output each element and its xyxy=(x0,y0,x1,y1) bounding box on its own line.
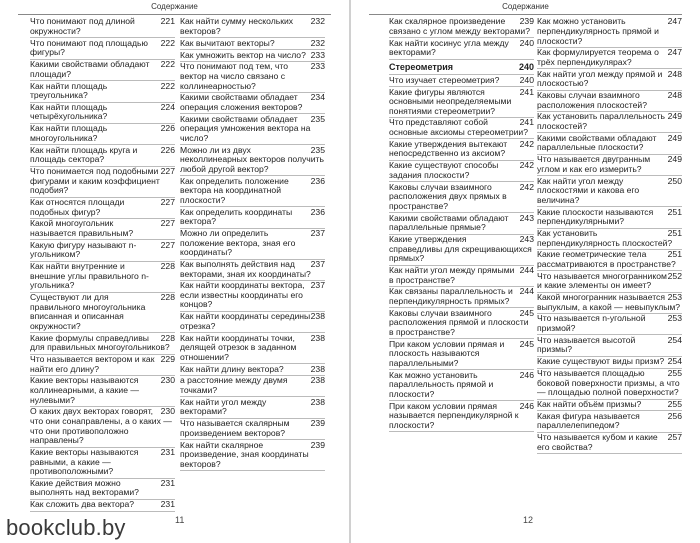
left-page-number: 11 xyxy=(175,515,185,525)
toc-column-1 xyxy=(30,17,175,512)
toc-page-number: 239 xyxy=(519,16,534,27)
right-page-number: 12 xyxy=(523,515,534,525)
toc-entry-text: Как найти угол между прямыми в пространстве? xyxy=(389,264,515,285)
toc-entry-text: Какой многогранник называется выпуклым, а какой — невыпуклым? xyxy=(537,292,681,312)
toc-entry-text: Каковы случаи взаимного расположения прямой и плоскости в пространстве? xyxy=(389,307,529,337)
toc-entry xyxy=(537,91,682,112)
toc-entry xyxy=(537,229,682,250)
toc-entry xyxy=(537,155,682,176)
toc-entry-text: Что изучает стереометрия? xyxy=(389,74,500,85)
toc-entry xyxy=(537,314,682,335)
toc-page-number: 226 xyxy=(160,123,175,134)
toc-entry-text: Как найти объём призмы? xyxy=(537,398,642,409)
toc-page-number: 232 xyxy=(310,16,325,27)
toc-page-number: 240 xyxy=(519,37,534,48)
toc-entry-text: Как найти координаты середины отрезка? xyxy=(180,311,311,331)
toc-entry xyxy=(537,48,682,69)
toc-entry xyxy=(389,401,534,432)
toc-entry-text: Как выполнять действия над векторами, зная их координаты? xyxy=(180,258,311,279)
toc-entry xyxy=(30,81,175,102)
toc-entry xyxy=(537,400,682,412)
toc-entry xyxy=(389,38,534,59)
toc-entry-text: Что называется многогранником и какие элементы он имеет? xyxy=(537,270,667,291)
toc-entry-text: Стереометрия xyxy=(389,61,454,72)
toc-entry xyxy=(180,260,325,281)
toc-page-number: 253 xyxy=(667,292,682,303)
toc-page-number: 253 xyxy=(667,313,682,324)
toc-page-number: 231 xyxy=(160,499,175,510)
toc-entry-text: Что называется двугранным углом и как его измерить? xyxy=(537,154,651,174)
toc-entry-text: Как найти внутренние и внешние углы правильного n-угольника? xyxy=(30,261,149,291)
toc-page-number: 245 xyxy=(519,307,534,318)
toc-column-4 xyxy=(537,17,682,454)
toc-entry-text: Как связаны параллельность и перпендикулярность прямых? xyxy=(389,286,513,306)
toc-page-number: 255 xyxy=(667,398,682,409)
toc-entry xyxy=(389,308,534,339)
toc-entry-text: Что называется вектором и как найти его длину? xyxy=(30,354,155,374)
toc-entry xyxy=(537,69,682,90)
toc-entry-text: Какие плоскости называются перпендикулярными? xyxy=(537,206,654,227)
toc-entry-text: Как найти площадь круга и площадь сектора? xyxy=(30,144,138,165)
toc-entry-text: Какую фигуру называют n-угольником? xyxy=(30,239,137,260)
toc-entry xyxy=(537,271,682,292)
toc-page-number: 244 xyxy=(519,286,534,297)
toc-entry-text: Какие утверждения вытекают непосредственно из аксиом? xyxy=(389,138,508,159)
toc-page-number: 238 xyxy=(310,311,325,322)
toc-entry xyxy=(180,114,325,145)
toc-page-number: 233 xyxy=(310,49,325,60)
toc-page-number: 238 xyxy=(310,363,325,374)
toc-entry xyxy=(389,370,534,401)
toc-page-number: 246 xyxy=(519,400,534,411)
toc-page-number: 254 xyxy=(667,356,682,367)
toc-page-number: 226 xyxy=(160,144,175,155)
toc-entry-text: Существуют ли для правильного многоугольника вписанная и описанная окружности? xyxy=(30,292,146,331)
bookclub-watermark: bookclub.by xyxy=(6,515,126,540)
toc-entry xyxy=(180,145,325,176)
toc-page-number: 227 xyxy=(160,218,175,229)
toc-page-number: 232 xyxy=(310,37,325,48)
toc-entry-text: Какие утверждения справедливы для скрещивающихся прямых? xyxy=(389,233,532,264)
toc-page-number: 243 xyxy=(519,233,534,244)
toc-entry xyxy=(180,207,325,228)
toc-entry xyxy=(180,229,325,260)
left-page-header: Содержание xyxy=(151,2,198,11)
toc-page-number: 254 xyxy=(667,334,682,345)
toc-entry-text: Что называется кубом и какие его свойства? xyxy=(537,432,658,452)
toc-entry-text: Какие векторы называются коллинеарными, а какие — нулевыми? xyxy=(30,375,139,405)
toc-entry xyxy=(389,182,534,213)
toc-entry xyxy=(180,281,325,312)
toc-entry-text: Какой многоугольник называется правильным? xyxy=(30,218,134,238)
toc-entry xyxy=(389,213,534,234)
toc-entry-text: Как найти угол между плоскостями и какова его величина? xyxy=(537,175,640,205)
toc-page-number: 251 xyxy=(667,249,682,260)
toc-page-number: 242 xyxy=(519,138,534,149)
toc-entry xyxy=(389,75,534,87)
toc-entry xyxy=(389,266,534,287)
toc-page-number: 248 xyxy=(667,90,682,101)
toc-page-number: 252 xyxy=(667,270,682,281)
toc-page-number: 251 xyxy=(667,227,682,238)
toc-entry-text: Как найти угол между векторами? xyxy=(180,396,267,417)
toc-page-number: 228 xyxy=(160,332,175,343)
toc-page-number: 245 xyxy=(519,338,534,349)
toc-page-number: 237 xyxy=(310,280,325,291)
toc-entry-text: Что понимается под подобными фигурами и каким коэффициент подобия? xyxy=(30,166,160,196)
toc-entry-text: Какие действия можно выполнять над векторами? xyxy=(30,477,139,498)
toc-entry xyxy=(30,448,175,479)
toc-page-number: 248 xyxy=(667,68,682,79)
toc-page-number: 230 xyxy=(160,375,175,386)
toc-entry-text: Что называется площадью боковой поверхности призмы, а что — площадью полной поверхности? xyxy=(537,367,680,398)
left-header-rule xyxy=(18,14,331,15)
toc-page-number: 234 xyxy=(310,92,325,103)
toc-page-number: 235 xyxy=(310,113,325,124)
toc-entry-text: Что представляют собой основные аксиомы стереометрии? xyxy=(389,117,528,138)
toc-entry xyxy=(537,176,682,207)
toc-entry-text: Как установить перпендикулярность плоскостей? xyxy=(537,227,673,248)
toc-page-number: 236 xyxy=(310,175,325,186)
toc-entry xyxy=(180,419,325,440)
toc-page-number: 238 xyxy=(310,375,325,386)
toc-section-heading xyxy=(389,60,534,76)
toc-entry xyxy=(30,376,175,407)
toc-entry xyxy=(180,397,325,418)
toc-entry xyxy=(30,167,175,198)
toc-entry-text: Как найти координаты точки, делящей отрезок в заданном отношении? xyxy=(180,332,297,362)
toc-entry xyxy=(180,312,325,333)
toc-entry-text: Какими свойствами обладают параллельные плоскости? xyxy=(537,132,657,153)
toc-page-number: 247 xyxy=(667,16,682,27)
toc-entry xyxy=(30,407,175,448)
toc-entry xyxy=(389,339,534,370)
toc-page-number: 242 xyxy=(519,181,534,192)
toc-page-number: 222 xyxy=(160,37,175,48)
toc-entry-text: О каких двух векторах говорят, что они сонаправлены, а о каких — что они противоположно направлены? xyxy=(30,406,172,446)
toc-column-2 xyxy=(180,17,325,471)
toc-page-number: 228 xyxy=(160,261,175,272)
toc-entry xyxy=(537,369,682,400)
toc-page-number: 240 xyxy=(518,61,534,72)
toc-entry-text: Что понимают под площадью фигуры? xyxy=(30,37,148,58)
toc-entry xyxy=(389,161,534,182)
right-header-rule xyxy=(369,14,682,15)
toc-entry xyxy=(537,411,682,432)
toc-entry xyxy=(537,335,682,356)
toc-entry xyxy=(30,124,175,145)
toc-entry-text: Как вычитают векторы? xyxy=(180,37,275,48)
toc-entry xyxy=(180,440,325,471)
toc-page-number: 251 xyxy=(667,206,682,217)
right-page xyxy=(351,0,700,543)
toc-page-number: 249 xyxy=(667,154,682,165)
toc-entry-text: Как найти длину вектора? xyxy=(180,363,284,374)
toc-entry xyxy=(389,287,534,308)
toc-entry-text: Как установить параллельность плоскостей? xyxy=(537,111,665,132)
toc-page-number: 236 xyxy=(310,206,325,217)
right-page-header: Содержание xyxy=(502,2,549,11)
toc-entry xyxy=(180,38,325,50)
toc-entry xyxy=(30,198,175,219)
toc-entry xyxy=(30,60,175,81)
toc-page-number: 250 xyxy=(667,175,682,186)
toc-entry-text: Как сложить два вектора? xyxy=(30,499,135,510)
toc-entry-text: Как можно установить перпендикулярность прямой и плоскости? xyxy=(537,16,659,46)
toc-entry-text: Как найти площадь многоугольника? xyxy=(30,123,108,143)
toc-column-3 xyxy=(389,17,534,432)
toc-entry-text: Что называется n-угольной призмой? xyxy=(537,313,646,334)
toc-entry-text: а расстояние между двумя точками? xyxy=(180,375,288,395)
left-page xyxy=(0,0,349,543)
toc-entry-text: При каком условии прямая и плоскость называются параллельными? xyxy=(389,338,505,368)
toc-page-number: 231 xyxy=(160,446,175,457)
toc-entry-text: Как определить положение вектора на координатной плоскости? xyxy=(180,175,289,205)
toc-entry-text: Как найти скалярное произведение, зная координаты векторов? xyxy=(180,439,309,469)
toc-entry xyxy=(180,364,325,376)
toc-entry-text: Какая фигура называется параллелепипедом? xyxy=(537,410,640,431)
toc-entry xyxy=(30,103,175,124)
toc-entry xyxy=(389,235,534,266)
toc-entry-text: Какие векторы называются равными, а какие — противоположными? xyxy=(30,446,139,477)
toc-page-number: 227 xyxy=(160,166,175,177)
toc-page-number: 228 xyxy=(160,292,175,303)
toc-entry-text: Как найти угол между прямой и плоскостью? xyxy=(537,68,663,89)
toc-entry xyxy=(30,355,175,376)
toc-entry xyxy=(30,262,175,293)
toc-page-number: 241 xyxy=(519,117,534,128)
toc-page-number: 239 xyxy=(310,439,325,450)
toc-page-number: 257 xyxy=(667,432,682,443)
toc-entry xyxy=(389,17,534,38)
toc-page-number: 246 xyxy=(519,369,534,380)
toc-entry xyxy=(30,500,175,512)
toc-entry xyxy=(537,207,682,228)
toc-page-number: 238 xyxy=(310,332,325,343)
toc-entry-text: Какими свойствами обладают параллельные прямые? xyxy=(389,212,509,233)
toc-entry xyxy=(180,376,325,397)
toc-entry-text: Как формулируется теорема о трёх перпендикулярах? xyxy=(537,47,659,67)
toc-page-number: 227 xyxy=(160,239,175,250)
toc-page-number: 235 xyxy=(310,144,325,155)
toc-entry-text: Как скалярное произведение связано с углом между векторами? xyxy=(389,16,530,36)
toc-page-number: 224 xyxy=(160,101,175,112)
toc-page-number: 227 xyxy=(160,196,175,207)
toc-entry xyxy=(537,17,682,48)
toc-entry-text: Как найти сумму нескольких векторов? xyxy=(180,16,294,36)
toc-page-number: 230 xyxy=(160,406,175,417)
toc-page-number: 233 xyxy=(310,61,325,72)
toc-entry-text: Какими свойствами обладают площади? xyxy=(30,59,150,79)
toc-entry xyxy=(537,433,682,454)
toc-entry-text: Как определить координаты вектора? xyxy=(180,206,293,227)
toc-page-number: 243 xyxy=(519,212,534,223)
toc-entry xyxy=(537,357,682,369)
toc-page-number: 222 xyxy=(160,59,175,70)
toc-entry-text: Что называется высотой призмы? xyxy=(537,334,636,355)
toc-entry xyxy=(537,293,682,314)
toc-entry xyxy=(30,240,175,261)
toc-page-number: 240 xyxy=(519,74,534,85)
toc-page-number: 242 xyxy=(519,160,534,171)
toc-entry-text: Можно ли определить положение вектора, зная его координаты? xyxy=(180,227,296,258)
toc-page-number: 222 xyxy=(160,80,175,91)
toc-entry xyxy=(537,112,682,133)
toc-page-number: 229 xyxy=(160,354,175,365)
toc-entry-text: Какими свойствами обладает операция умножения вектора на число? xyxy=(180,113,311,143)
toc-entry-text: Какие фигуры являются основными неопределяемыми понятиями стереометрии? xyxy=(389,86,512,116)
toc-entry-text: Что понимают под длиной окружности? xyxy=(30,16,135,36)
toc-entry-text: Как можно установить параллельность прямой и плоскости? xyxy=(389,369,494,399)
toc-entry xyxy=(30,38,175,59)
toc-entry xyxy=(180,333,325,364)
toc-entry-text: Как найти координаты вектора, если известны координаты его концов? xyxy=(180,280,305,310)
toc-entry-text: При каком условии прямая называется перпендикулярной к плоскости? xyxy=(389,400,519,430)
toc-page-number: 237 xyxy=(310,227,325,238)
toc-entry xyxy=(537,133,682,154)
toc-entry xyxy=(389,139,534,160)
toc-entry-text: Какими свойствами обладает операция сложения векторов? xyxy=(180,92,303,112)
toc-entry-text: Можно ли из двух неколлинеарных векторов получить любой другой вектор? xyxy=(180,144,324,174)
toc-page-number: 241 xyxy=(519,86,534,97)
toc-page-number: 256 xyxy=(667,410,682,421)
toc-entry xyxy=(30,219,175,240)
toc-entry-text: Какие формулы справедливы для правильных многоугольников? xyxy=(30,332,170,353)
toc-entry-text: Что называется скалярным произведением векторов? xyxy=(180,418,290,438)
toc-entry-text: Каковы случаи взаимного расположения плоскостей? xyxy=(537,90,647,110)
toc-entry-text: Как умножить вектор на число? xyxy=(180,49,306,60)
toc-entry-text: Как найти косинус угла между векторами? xyxy=(389,37,509,58)
toc-page-number: 247 xyxy=(667,47,682,58)
toc-entry-text: Какие существуют способы задания плоскости? xyxy=(389,160,499,180)
toc-page-number: 255 xyxy=(667,367,682,378)
toc-entry xyxy=(389,118,534,139)
toc-page-number: 231 xyxy=(160,477,175,488)
toc-entry-text: Какие существуют виды призм? xyxy=(537,356,665,367)
toc-entry-text: Какие геометрические тела рассматриваются в пространстве? xyxy=(537,249,676,269)
toc-entry-text: Как найти площадь треугольника? xyxy=(30,80,108,101)
toc-page-number: 239 xyxy=(310,418,325,429)
toc-entry xyxy=(30,293,175,334)
toc-entry xyxy=(537,250,682,271)
toc-entry-text: Что понимают под тем, что вектор на число связано с коллинеарностью? xyxy=(180,61,289,91)
toc-entry xyxy=(30,17,175,38)
toc-page-number: 237 xyxy=(310,258,325,269)
toc-page-number: 249 xyxy=(667,132,682,143)
toc-page-number: 238 xyxy=(310,396,325,407)
toc-entry xyxy=(389,87,534,118)
toc-entry xyxy=(30,145,175,166)
toc-entry xyxy=(180,93,325,114)
toc-entry-text: Как найти площадь четырёхугольника? xyxy=(30,101,108,122)
toc-entry xyxy=(180,50,325,62)
toc-entry-text: Каковы случаи взаимного расположения двух прямых в пространстве? xyxy=(389,181,507,211)
toc-page-number: 244 xyxy=(519,264,534,275)
toc-entry xyxy=(30,333,175,354)
toc-page-number: 249 xyxy=(667,111,682,122)
toc-entry xyxy=(180,62,325,93)
toc-entry xyxy=(180,17,325,38)
toc-entry xyxy=(30,479,175,500)
toc-entry xyxy=(180,176,325,207)
toc-page-number: 221 xyxy=(160,16,175,27)
toc-entry-text: Как относятся площади подобных фигур? xyxy=(30,196,125,217)
